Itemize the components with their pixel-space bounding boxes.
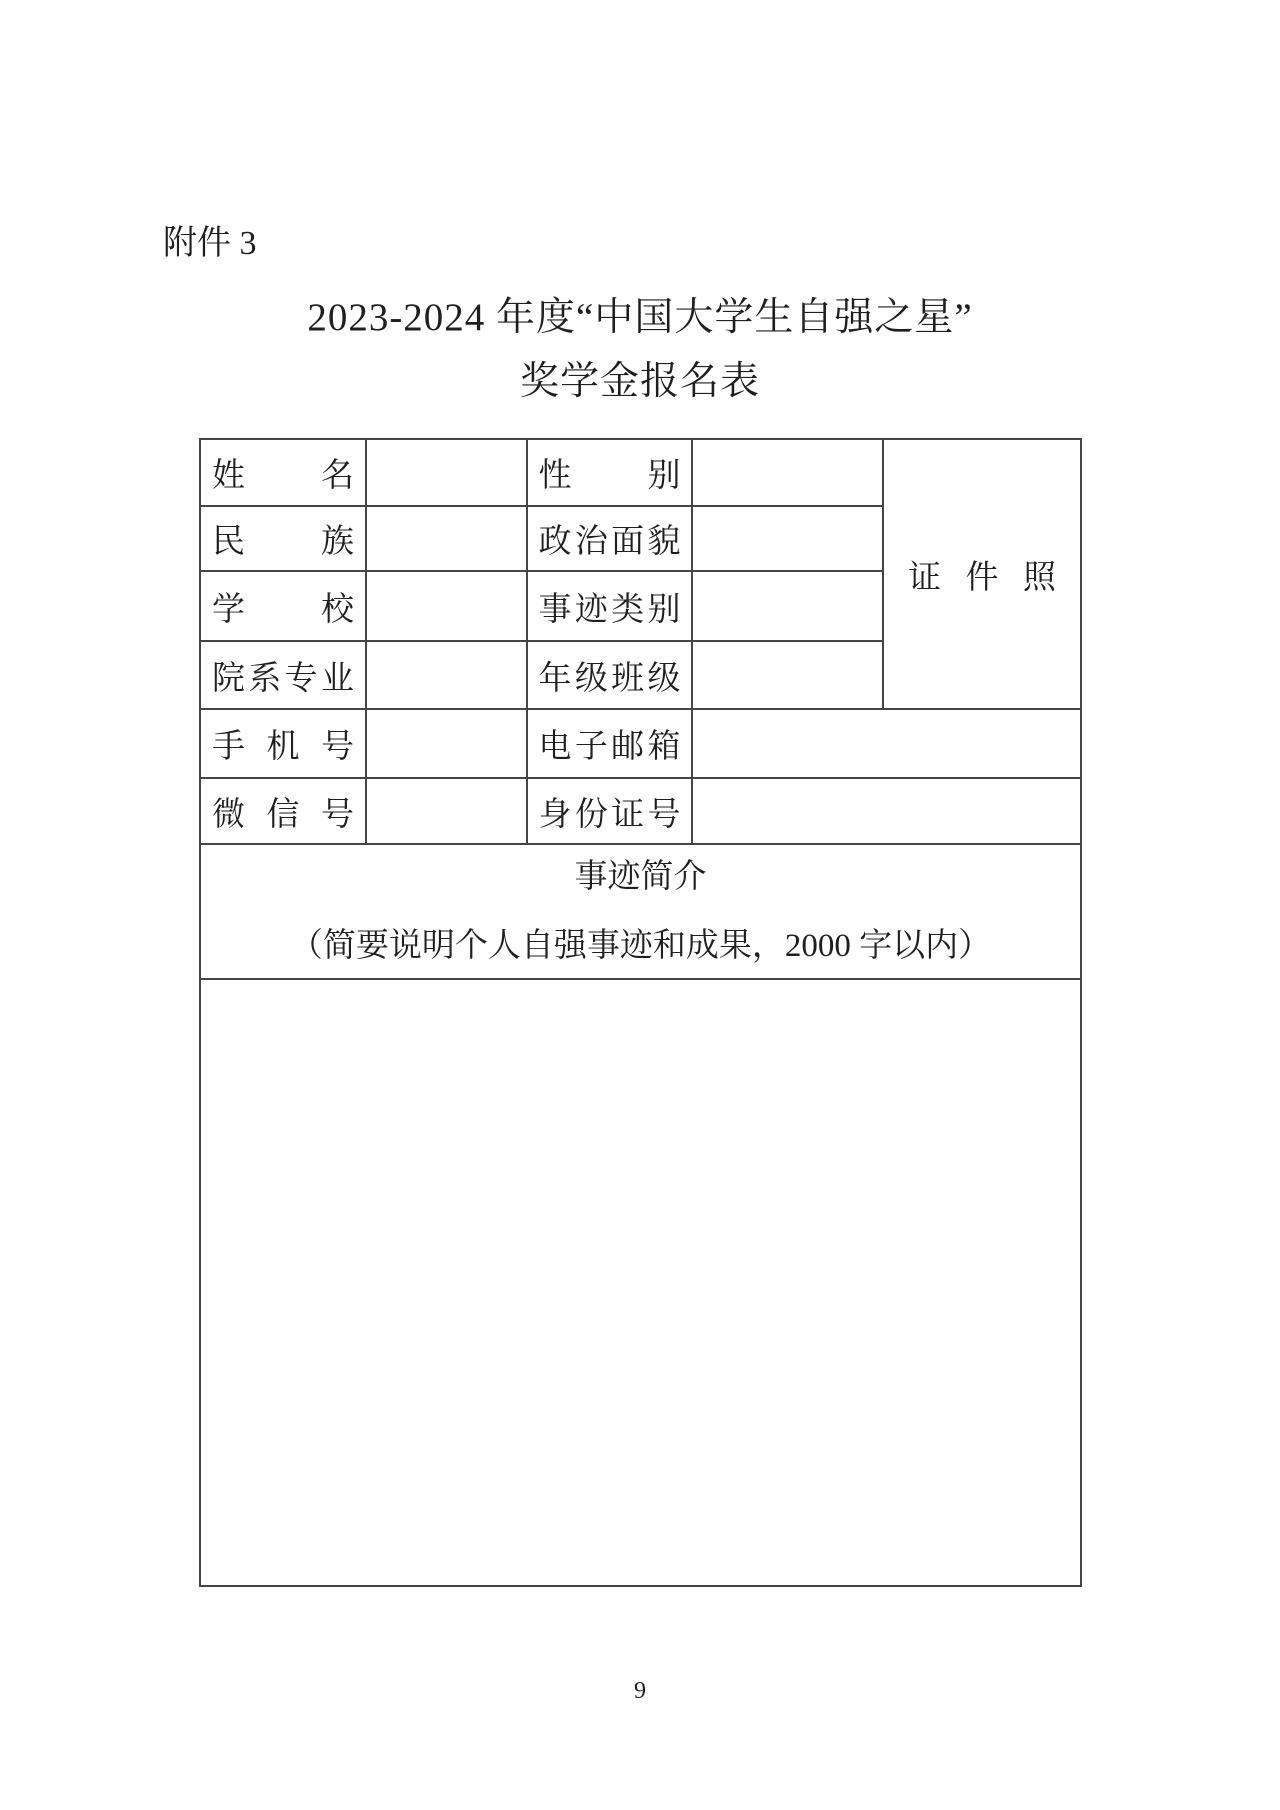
field-label-grade-class-text: 年级班级: [538, 660, 681, 697]
field-label-department-major-text: 院系专业: [212, 660, 354, 697]
field-value-grade-class[interactable]: [692, 641, 883, 709]
field-label-political-status-text: 政治面貌: [538, 524, 681, 560]
photo-cell[interactable]: [883, 439, 1081, 709]
field-label-id-number-text: 身份证号: [538, 796, 681, 833]
title-line-2: 奖学金报名表: [519, 360, 760, 403]
field-value-mobile[interactable]: [366, 709, 527, 778]
table-row-phone-email: [200, 709, 1081, 778]
summary-hint: （简要说明个人自强事迹和成果，2000 字以内）: [289, 928, 992, 964]
field-value-gender[interactable]: [692, 439, 883, 506]
summary-body-cell[interactable]: [200, 979, 1081, 1586]
field-label-ethnicity-text: 民 族: [212, 524, 354, 560]
field-value-school[interactable]: [366, 571, 527, 641]
field-value-ethnicity[interactable]: [366, 506, 527, 571]
field-value-department-major[interactable]: [366, 641, 527, 709]
field-value-political-status[interactable]: [692, 506, 883, 571]
field-value-wechat[interactable]: [366, 778, 527, 844]
field-label-name-text: 姓 名: [212, 458, 354, 494]
attachment-label: 附件 3: [163, 225, 257, 262]
table-row-wechat-id: [200, 778, 1081, 844]
field-label-gender: [527, 439, 692, 506]
field-label-department-major: [200, 641, 366, 709]
field-label-email-text: 电子邮箱: [538, 729, 681, 765]
field-label-grade-class: [527, 641, 692, 709]
field-label-deed-category: [527, 571, 692, 641]
document-title: [0, 286, 1280, 414]
field-value-id-number[interactable]: [692, 778, 1081, 844]
summary-header-cell: [200, 844, 1081, 979]
photo-label: 证件照: [908, 559, 1056, 596]
application-form-table: [199, 438, 1082, 1587]
field-label-name: [200, 439, 366, 506]
field-value-email[interactable]: [692, 709, 1081, 778]
field-label-email: [527, 709, 692, 778]
field-label-mobile-text: 手机号: [212, 729, 354, 765]
page-number: 9: [634, 1678, 646, 1704]
field-label-political-status: [527, 506, 692, 571]
field-label-gender-text: 性 别: [538, 458, 681, 494]
field-value-deed-category[interactable]: [692, 571, 883, 641]
field-label-wechat-text: 微信号: [212, 796, 354, 833]
field-label-deed-category-text: 事迹类别: [538, 591, 681, 628]
field-label-wechat: [200, 778, 366, 844]
field-label-id-number: [527, 778, 692, 844]
table-row-summary-header: [200, 844, 1081, 979]
field-label-mobile: [200, 709, 366, 778]
table-row-summary-body: [200, 979, 1081, 1586]
field-label-ethnicity: [200, 506, 366, 571]
summary-title: 事迹简介: [574, 858, 707, 895]
table-row-name-gender: [200, 439, 1081, 506]
field-label-school: [200, 571, 366, 641]
title-line-1: 2023-2024 年度“中国大学生自强之星”: [307, 296, 973, 339]
field-label-school-text: 学 校: [212, 591, 354, 628]
field-value-name[interactable]: [366, 439, 527, 506]
